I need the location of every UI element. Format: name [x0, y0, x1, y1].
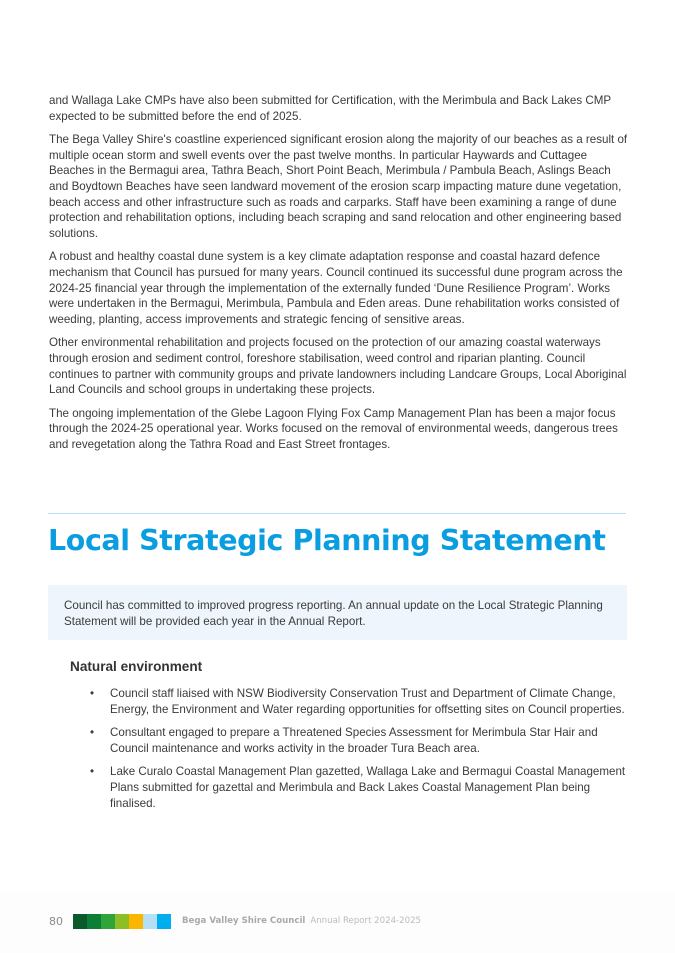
section-title: Local Strategic Planning Statement — [48, 524, 606, 557]
list-item-text: Lake Curalo Coastal Management Plan gazetted, Wallaga Lake and Bermagui Coastal Management Plans submitted for gazettal and Merimbula and Back Lakes Coastal Management Plan being finalised. — [110, 765, 626, 810]
page-number: 80 — [49, 914, 63, 928]
paragraph-cmp-certification: and Wallaga Lake CMPs have also been submitted for Certification, with the Merimbula and Back Lakes CMP expected to be submitted before the end of 2025. — [49, 94, 611, 123]
bullet-icon: • — [90, 765, 95, 779]
paragraph-flying-fox-camp: The ongoing implementation of the Glebe Lagoon Flying Fox Camp Management Plan has been a major focus through the 2024-25 operational year. Works focused on the removal of environmental weeds, dangerous trees and revegetation along the Tathra Road and East Street frontages. — [49, 406, 618, 451]
list-item — [90, 764, 630, 811]
color-swatch — [129, 914, 143, 929]
section-divider — [48, 513, 626, 514]
bullet-icon: • — [90, 726, 95, 740]
organisation-name: Bega Valley Shire Council — [182, 916, 306, 926]
body-text — [49, 93, 629, 460]
paragraph-environmental-rehabilitation: Other environmental rehabilitation and projects focused on the protection of our amazing coastal waterways through erosion and sediment control, foreshore stabilisation, weed control and riparian planting. Council continues to partner with community groups and private landowners including Landcare Groups, Local Aboriginal Land Councils and school groups in undertaking these projects. — [49, 336, 627, 397]
page-footer — [49, 913, 421, 929]
color-swatch — [73, 914, 87, 929]
bullet-list — [90, 686, 630, 819]
color-swatch — [115, 914, 129, 929]
color-swatch — [87, 914, 101, 929]
list-item-text: Council staff liaised with NSW Biodiversity Conservation Trust and Department of Climate Change, Energy, the Environment and Water regarding opportunities for offsetting sites on Council properties. — [110, 687, 625, 716]
callout-box — [48, 585, 627, 640]
callout-text: Council has committed to improved progress reporting. An annual update on the Local Strategic Planning Statement will be provided each year in the Annual Report. — [64, 599, 603, 628]
list-item-text: Consultant engaged to prepare a Threatened Species Assessment for Merimbula Star Hair and Council maintenance and works activity in the broader Tura Beach area. — [110, 726, 598, 755]
color-swatch — [143, 914, 157, 929]
subheading-natural-environment: Natural environment — [70, 659, 203, 674]
report-title: Annual Report 2024-2025 — [310, 916, 422, 926]
paragraph-coastline-erosion: The Bega Valley Shire's coastline experienced significant erosion along the majority of our beaches as a result of multiple ocean storm and swell events over the past twelve months. In particular Haywards and Cuttagee Beaches in the Bermagui area, Tathra Beach, Short Point Beach, Merimbula / Pambula Beach, Aslings Beach and Boydtown Beaches have seen landward movement of the erosion scarp impacting mature dune vegetation, beach access and other infrastructure such as roads and carparks. Staff have been examining a range of dune protection and rehabilitation options, including beach scraping and sand relocation and other engineering based solutions. — [49, 133, 628, 240]
list-item — [90, 725, 630, 756]
color-swatch — [101, 914, 115, 929]
bullet-icon: • — [90, 687, 95, 700]
brand-color-bar — [73, 914, 171, 929]
paragraph-dune-system: A robust and healthy coastal dune system is a key climate adaptation response and coastal hazard defence mechanism that Council has pursued for many years. Council continued its successful dune program across the 2024-25 financial year through the implementation of the externally funded ‘Dune Resilience Program’. Works were undertaken in the Bermagui, Merimbula, Pambula and Eden areas. Dune rehabilitation works consisted of weeding, planting, access improvements and strategic fencing of sensitive areas. — [49, 250, 623, 326]
color-swatch — [157, 914, 171, 929]
list-item — [90, 686, 630, 717]
